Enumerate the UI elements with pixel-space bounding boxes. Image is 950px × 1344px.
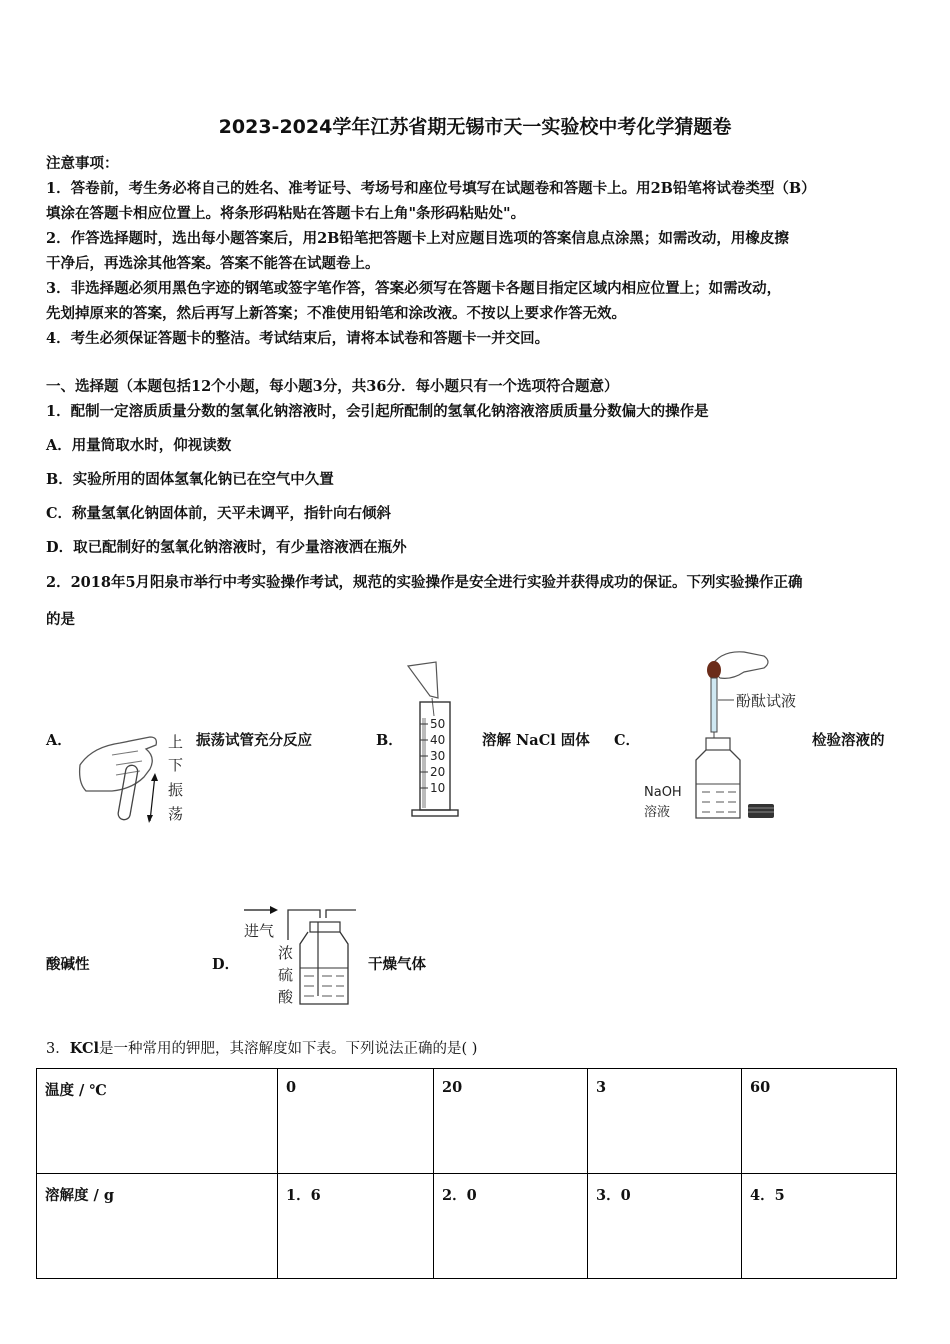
q1-option-d: D．取已配制好的氢氧化钠溶液时，有少量溶液洒在瓶外 — [46, 539, 407, 556]
inlet-label: 进气 — [244, 922, 275, 940]
fig-a-label: 下 — [168, 756, 184, 774]
page-title: 2023-2024学年江苏省期无锡市天一实验校中考化学猜题卷 — [218, 116, 732, 138]
q1-option-a: A．用量筒取水时，仰视读数 — [46, 437, 232, 454]
table-cell: 4．5 — [742, 1174, 897, 1279]
q2-stem: 2．2018年5月阳泉市举行中考实验操作考试，规范的实验操作是安全进行实验并获得成功的保证。下列实验操作正确 — [46, 574, 803, 591]
q2-option-c-letter: C． — [614, 732, 641, 749]
cylinder-mark: 30 — [430, 749, 446, 763]
table-cell: 溶解度 / g — [37, 1174, 278, 1279]
q1-option-b: B．实验所用的固体氢氧化钠已在空气中久置 — [46, 471, 334, 488]
notice-line: 干净后，再选涂其他答案。答案不能答在试题卷上。 — [46, 255, 380, 272]
fig-a-label: 荡 — [168, 805, 184, 823]
table-row — [37, 1069, 897, 1174]
q2-option-d-letter: D． — [212, 956, 240, 973]
q3-stem-text: 是一种常用的钾肥，其溶解度如下表。下列说法正确的是( ) — [99, 1041, 478, 1057]
notice-line: 先划掉原来的答案，然后再写上新答案；不准使用铅笔和涂改液。不按以上要求作答无效。 — [46, 305, 626, 322]
fig-a-label: 振 — [168, 781, 184, 799]
q3-kcl: KCl — [69, 1040, 99, 1057]
naoh-label: NaOH — [644, 785, 682, 800]
q1-stem: 1．配制一定溶质质量分数的氢氧化钠溶液时，会引起所配制的氢氧化钠溶液溶质质量分数偏大的操作是 — [46, 403, 709, 420]
q2-option-d-caption: 干燥气体 — [368, 956, 426, 973]
q2-stem-cont: 的是 — [46, 611, 75, 628]
table-cell: 1．6 — [278, 1174, 434, 1279]
notice-line: 1．答卷前，考生务必将自己的姓名、准考证号、考场号和座位号填写在试题卷和答题卡上。用2B铅笔将试卷类型（B） — [46, 180, 816, 197]
table-cell: 2．0 — [434, 1174, 588, 1279]
q2-option-a-letter: A． — [46, 732, 72, 749]
cylinder-mark: 50 — [430, 717, 446, 731]
fig-a-label: 上 — [168, 733, 184, 751]
table-cell: 60 — [742, 1069, 897, 1174]
section-heading: 一、选择题（本题包括12个小题，每小题3分，共36分．每小题只有一个选项符合题意） — [46, 378, 619, 395]
cylinder-mark: 10 — [430, 781, 446, 795]
graduated-cylinder-figure — [398, 658, 468, 823]
cylinder-mark: 40 — [430, 733, 446, 747]
notice-line: 填涂在答题卡相应位置上。将条形码粘贴在答题卡右上角"条形码粘贴处"。 — [46, 205, 526, 222]
notice-heading: 注意事项： — [46, 155, 119, 172]
solubility-table — [36, 1068, 897, 1279]
table-cell: 3．0 — [588, 1174, 742, 1279]
table-cell: 3 — [588, 1069, 742, 1174]
table-row — [37, 1174, 897, 1279]
q2-option-b-caption: 溶解 NaCl 固体 — [482, 732, 590, 749]
q2-option-a-caption: 振荡试管充分反应 — [196, 732, 312, 749]
reagent-label: 酚酞试液 — [736, 692, 797, 710]
q2-option-c-caption-cont: 酸碱性 — [46, 956, 90, 973]
table-cell: 温度 / ℃ — [37, 1069, 278, 1174]
solution-label: 溶液 — [644, 805, 671, 820]
gas-drying-bottle-figure — [240, 900, 362, 1010]
notice-line: 3．非选择题必须用黑色字迹的钢笔或签字笔作答，答案必须写在答题卡各题目指定区域内相应位置上；如需改动， — [46, 280, 782, 297]
acid-label: 硫 — [278, 966, 294, 984]
acid-label: 浓 — [278, 944, 294, 962]
q3-stem — [46, 1037, 477, 1058]
q3-number: 3． — [46, 1041, 70, 1057]
q2-option-c-caption: 检验溶液的 — [812, 732, 885, 749]
notice-line: 4．考生必须保证答题卡的整洁。考试结束后，请将本试卷和答题卡一并交回。 — [46, 330, 550, 347]
acid-label: 酸 — [278, 988, 294, 1006]
q1-option-c: C．称量氢氧化钠固体前，天平未调平，指针向右倾斜 — [46, 505, 392, 522]
table-cell: 0 — [278, 1069, 434, 1174]
q2-option-b-letter: B． — [376, 732, 403, 749]
phenolphthalein-test-figure — [640, 646, 812, 826]
shake-test-tube-figure — [72, 725, 192, 830]
table-cell: 20 — [434, 1069, 588, 1174]
notice-line: 2．作答选择题时，选出每小题答案后，用2B铅笔把答题卡上对应题目选项的答案信息点涂黑；如需改动，用橡皮擦 — [46, 230, 789, 247]
cylinder-mark: 20 — [430, 765, 446, 779]
